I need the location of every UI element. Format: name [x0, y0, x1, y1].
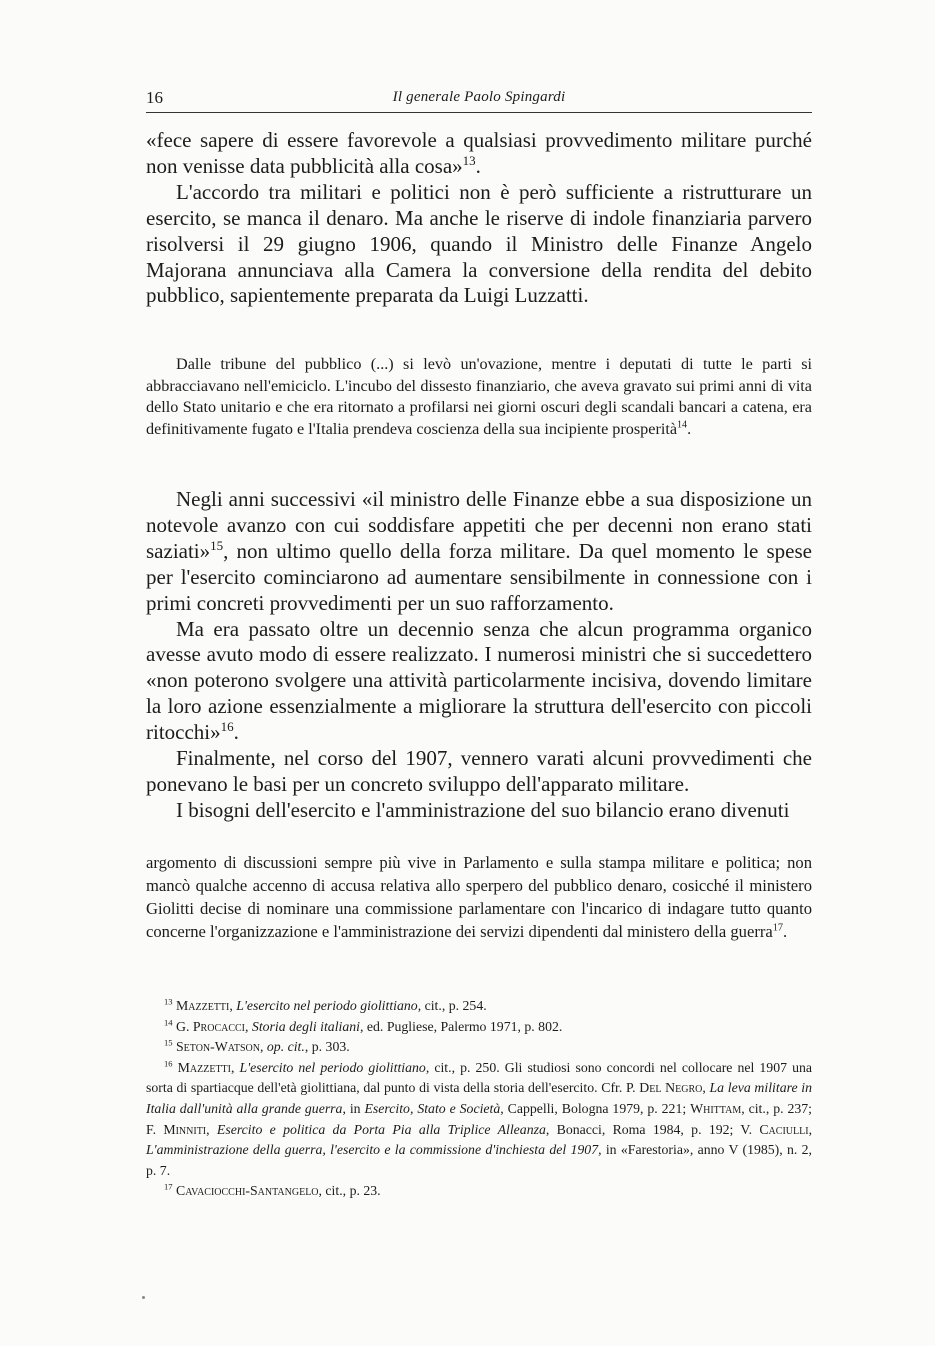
running-header — [146, 88, 812, 113]
paragraph: «fece sapere di essere favorevole a qualsiasi provvedimento militare purché non venisse data pubblicità alla cosa»$^{13}$. — [146, 128, 812, 178]
note-ref[interactable]: 15 — [210, 537, 224, 553]
paragraph: Ma era passato oltre un decennio senza che alcun programma organico avesse avuto modo di essere realizzato. I numerosi ministri che si succedettero «non poterono svolgere una attività particolarmente incisiva, dovendo limitare la loro azione essenzialmente a migliorare la struttura dell'esercito con piccoli ritocchi»$^{16}$. — [146, 616, 812, 745]
footnote-17: $^{17}$ Cavaciocchi-Santangelo, cit., p. 23. — [164, 1181, 381, 1199]
quote-paragraph: Dalle tribune del pubblico (...) si levò un'ovazione, mentre i deputati di tutte le parti si abbracciavano nell'emiciclo. L'incubo del dissesto finanziario, che aveva gravato sui primi anni di vita dello Stato unitario e che era ritornato a profilarsi nei giorni oscuri degli scandali bancari a catena, era definitivamente fugato e l'Italia prendeva coscienza della sua incipiente prosperità$^{14}$. — [146, 355, 812, 438]
main-text-bottom — [146, 487, 812, 824]
page-number: 16 — [146, 88, 163, 107]
paragraph: Finalmente, nel corso del 1907, vennero varati alcuni provvedimenti che ponevano le basi per un concreto sviluppo dell'apparato militare. — [146, 746, 812, 796]
scan-speck — [142, 1296, 145, 1299]
footnote-13: $^{13}$ Mazzetti, L'esercito nel periodo giolittiano, cit., p. 254. — [164, 996, 487, 1013]
footnote-14: $^{14}$ G. Procacci, Storia degli italiani, ed. Pugliese, Palermo 1971, p. 802. — [164, 1017, 563, 1034]
continuation-paragraph — [146, 851, 812, 943]
paragraph: I bisogni dell'esercito e l'amministrazione del suo bilancio erano divenuti — [176, 797, 790, 822]
footnote-16: $^{16}$ Mazzetti, L'esercito nel periodo giolittiano, cit., p. 250. Gli studiosi sono concordi nel collocare nel 1907 una sorta di spartiacque dell'età giolittiana, dal punto di vista della storia dell'esercito. Cfr. P. Del Negro, La leva militare in Italia dall'unità alla grande guerra, in Esercito, Stato e Società, Cappelli, Bologna 1979, p. 221; Whittam, cit., p. 237; F. Minniti, Esercito e politica da Porta Pia alla Triplice Alleanza, Bonacci, Roma 1984, p. 192; V. Caciulli, L'amministrazione della guerra, l'esercito e la commissione d'inchiesta del 1907, in «Farestoria», anno V (1985), n. 2, p. 7. — [146, 1058, 813, 1178]
note-ref[interactable]: 16 — [220, 719, 234, 735]
footnote-15: $^{15}$ Seton-Watson, op. cit., p. 303. — [164, 1037, 350, 1055]
main-text-top — [146, 128, 812, 309]
block-quote — [146, 354, 812, 440]
paragraph: Negli anni successivi «il ministro delle Finanze ebbe a sua disposizione un notevole avanzo con cui soddisfare appetiti che per decenni non erano stati saziati»$^{15}$, non ultimo quello della forza militare. Da quel momento le spese per l'esercito cominciarono ad aumentare sensibilmente in connessione con i primi concreti provvedimenti per un suo rafforzamento. — [146, 487, 812, 615]
note-ref[interactable]: 14 — [677, 419, 688, 431]
running-title: Il generale Paolo Spingardi — [392, 89, 566, 105]
note-ref[interactable]: 17 — [772, 922, 784, 934]
footnotes — [146, 996, 812, 1202]
note-ref[interactable]: 13 — [462, 152, 476, 168]
paragraph: L'accordo tra militari e politici non è però sufficiente a ristrutturare un esercito, se manca il denaro. Ma anche le riserve di indole finanziaria parvero risolversi il 29 giugno 1906, quando il Ministro delle Finanze Angelo Majorana annunciava alla Camera la conversione della rendita del debito pubblico, sapientemente preparata da Luigi Luzzatti. — [146, 179, 812, 308]
paragraph: argomento di discussioni sempre più vive in Parlamento e sulla stampa militare e politica; non mancò qualche accenno di accusa relativa allo sperpero del pubblico denaro, cosicché il ministero Giolitti decise di nominare una commissione parlamentare con l'incarico di indagare tutto quanto concerne l'organizzazione e l'amministrazione dei servizi dipendenti dal ministero della guerra$^{17}$. — [146, 853, 812, 941]
